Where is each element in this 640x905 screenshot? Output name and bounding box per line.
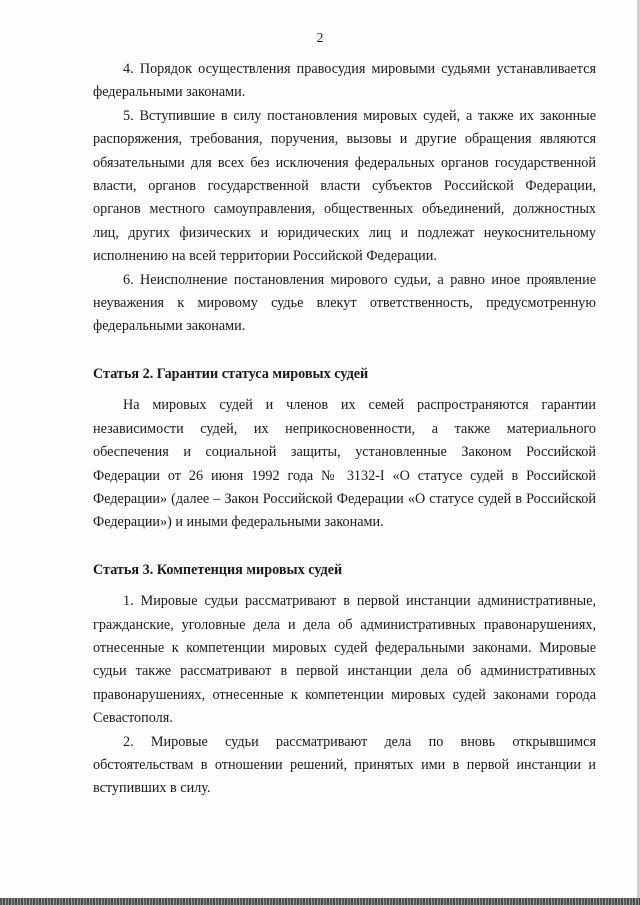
article-3-paragraph-2: 2. Мировые судьи рассматривают дела по вновь открывшимся обстоятельствам в отношении решений, принятых ими в первой инстанции и вступивших в силу.	[93, 733, 596, 797]
page-number: 2	[316, 30, 324, 45]
article-2-paragraph: На мировых судей и членов их семей распространяются гарантии независимости судей, их неприкосновенности, а также материального обеспечения и социальной защиты, установленные Законом Российской Федерации от 26 июня 1992 года № 3132-I «О статусе судей в Российской Федерации» (далее – Закон Российской Федерации «О статусе судей в Российской Федерации») и иными федеральными законами.	[93, 397, 596, 531]
paragraph-4: 4. Порядок осуществления правосудия мировыми судьями устанавливается федеральными законами.	[93, 61, 596, 101]
paragraph-6: 6. Неисполнение постановления мирового судьи, а равно иное проявление неуважения к мировому судье влекут ответственность, предусмотренную федеральными законами.	[93, 271, 596, 335]
article-3-paragraph-1: 1. Мировые судьи рассматривают в первой инстанции административные, гражданские, уголовные дела и дела об административных правонарушениях, отнесенные к компетенции мировых судей федеральными законами. Мировые судьи также рассматривают в первой инстанции дела об административных правонарушениях, отнесенные к компетенции мировых судей законами города Севастополя.	[93, 593, 596, 727]
document-body	[93, 58, 596, 801]
paragraph-5: 5. Вступившие в силу постановления мировых судей, а также их законные распоряжения, требования, поручения, вызовы и другие обращения являются обязательными для всех без исключения федеральных органов государственной власти, органов государственной власти субъектов Российской Федерации, органов местного самоуправления, общественных объединений, должностных лиц, других физических и юридических лиц и подлежат неукоснительному исполнению на всей территории Российской Федерации.	[93, 107, 596, 265]
article-2-heading: Статья 2. Гарантии статуса мировых судей	[93, 365, 369, 382]
article-3-heading: Статья 3. Компетенция мировых судей	[93, 561, 343, 578]
scan-bottom-edge	[0, 898, 640, 905]
